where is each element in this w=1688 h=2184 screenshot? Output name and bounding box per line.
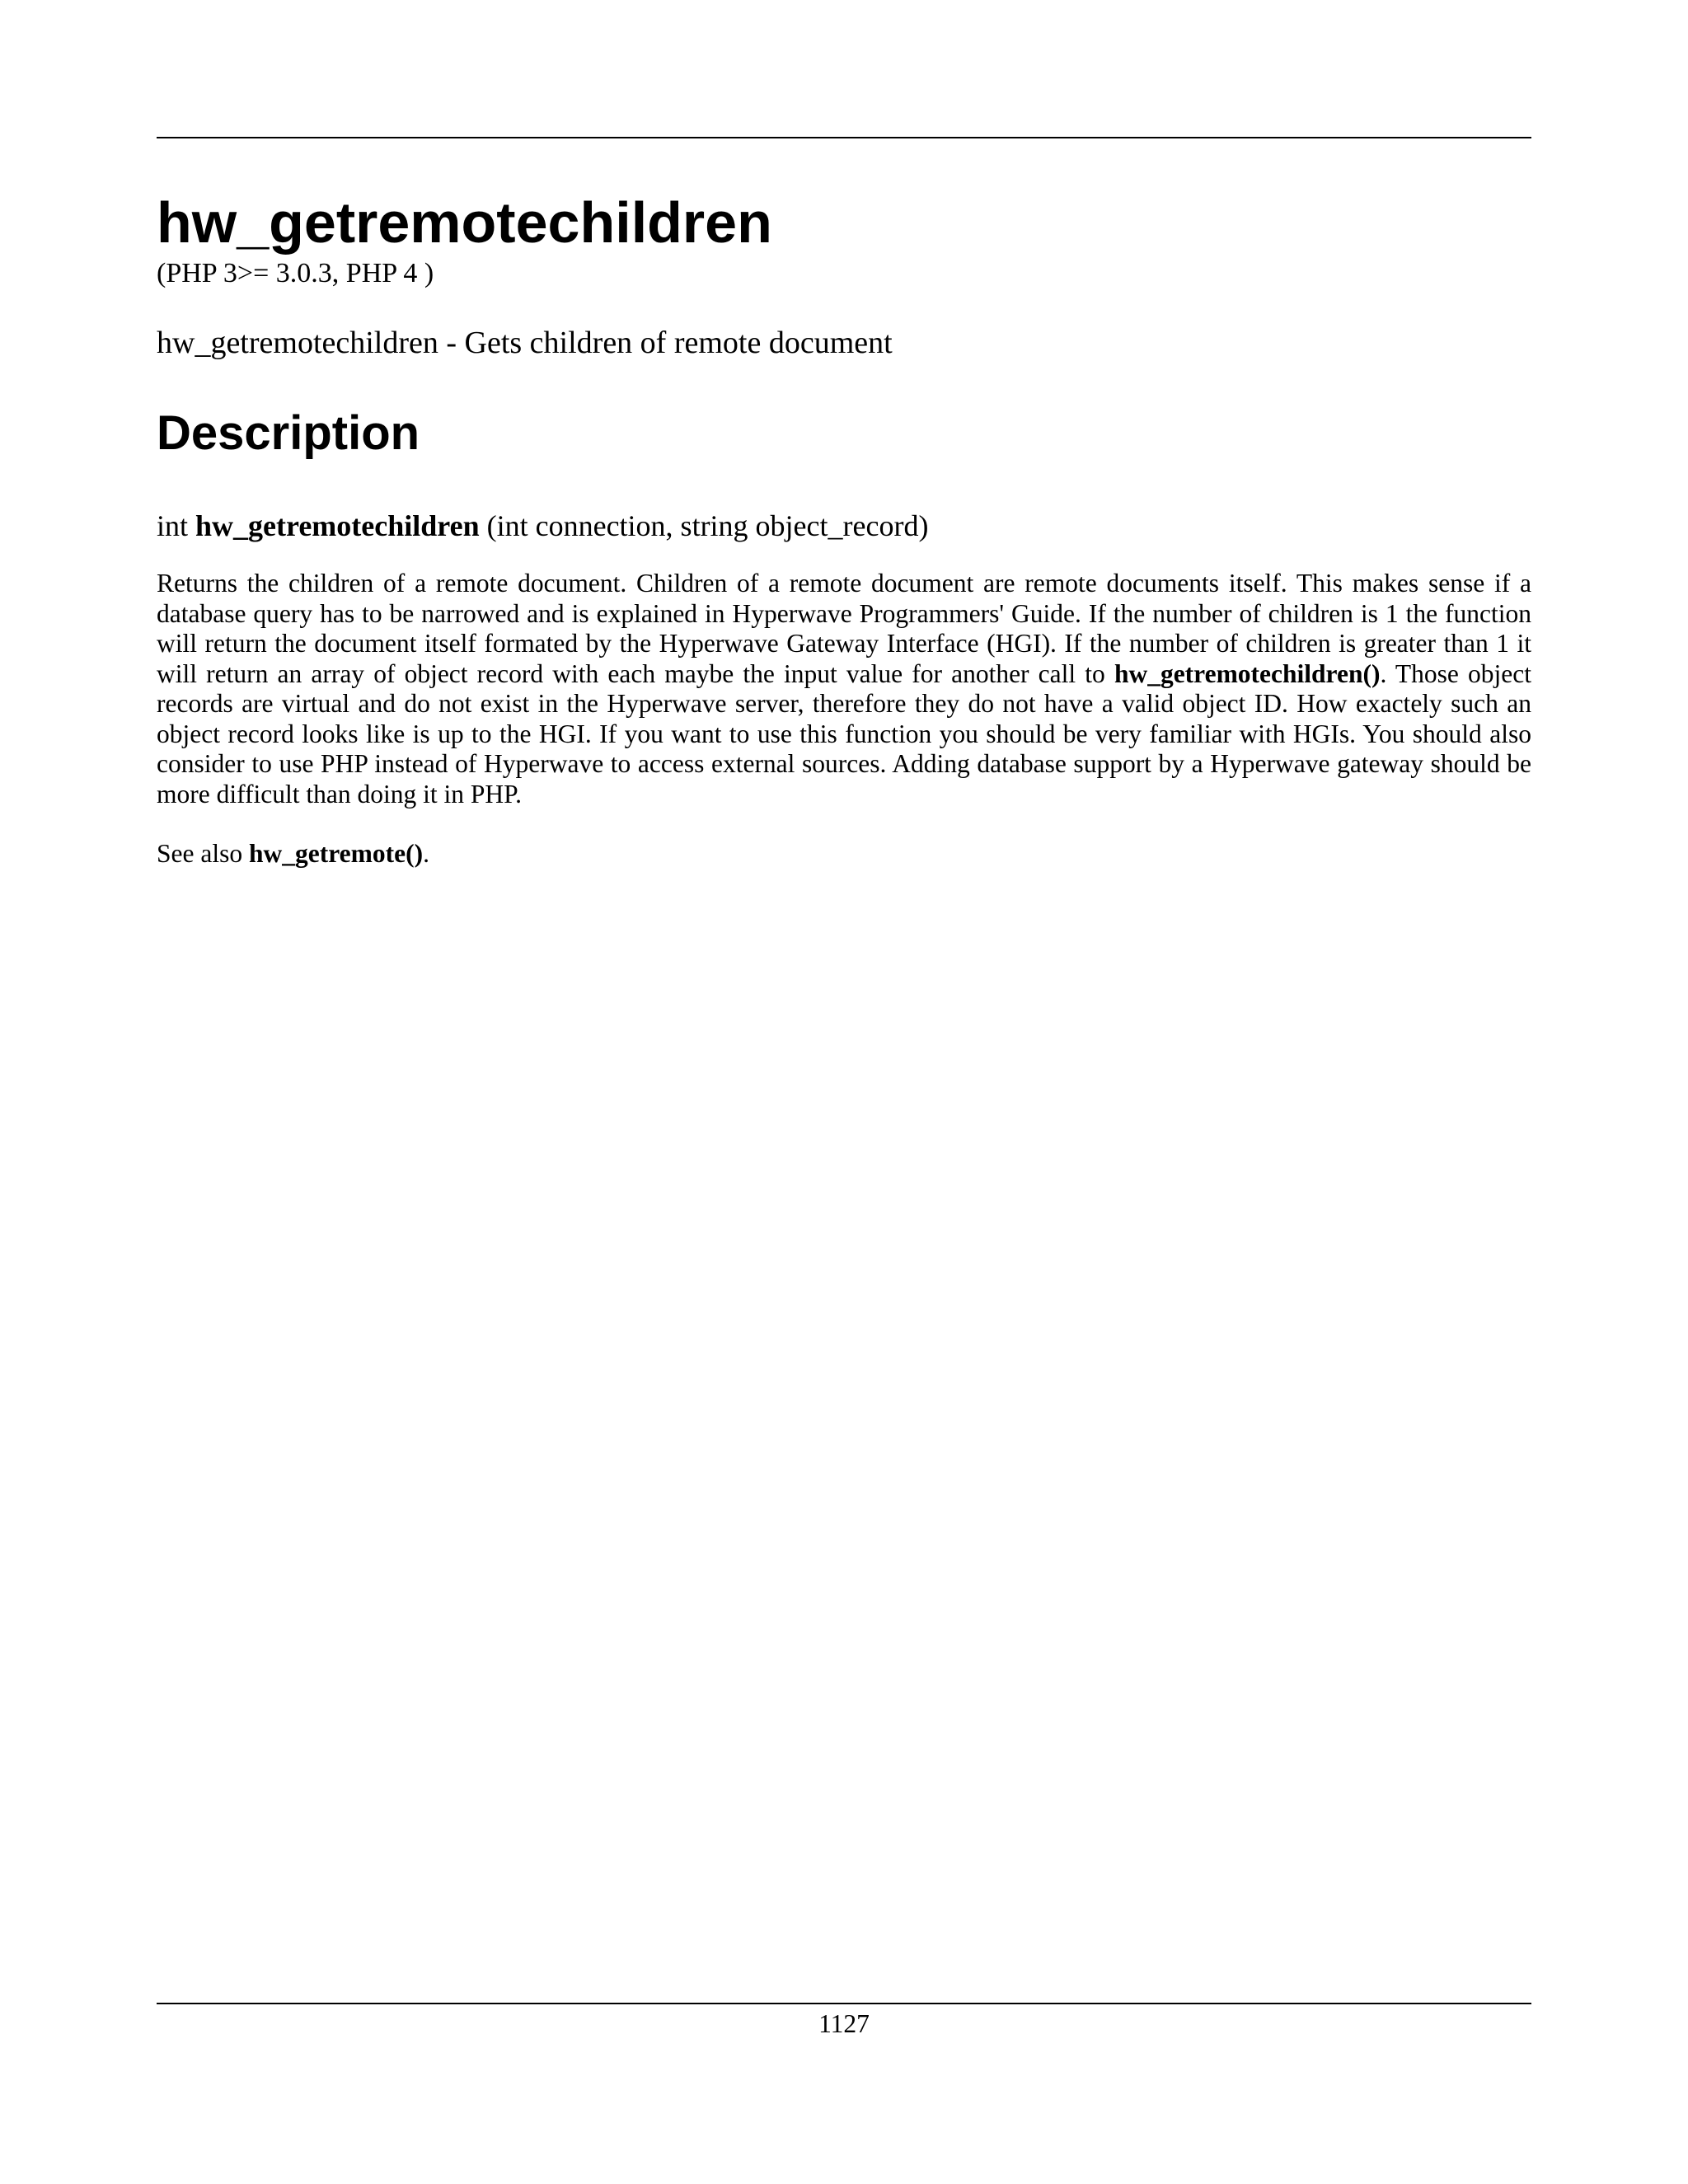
version-info: (PHP 3>= 3.0.3, PHP 4 ): [157, 258, 434, 288]
see-also-line: [157, 838, 429, 869]
see-also-suffix: .: [423, 839, 429, 868]
see-also-prefix: See also: [157, 839, 243, 868]
footer-rule: [157, 2003, 1531, 2004]
function-synopsis: [157, 507, 928, 545]
synopsis-function-name: hw_getremotechildren: [195, 509, 480, 542]
page-number: 1127: [818, 2009, 870, 2038]
description-text-part2: . Those object records are virtual and do not exist in the Hyperwave server, therefore they do not have a valid object ID. How exactely such an object record looks like is up to the HGI. If you want to use this function you should be very familiar with HGIs. You should also consider to use PHP instead of Hyperwave to access external sources. Adding database support by a Hyperwave gateway should be more difficult than doing it in PHP.: [157, 658, 1531, 808]
description-paragraph: [157, 569, 1531, 809]
synopsis-return-type: int: [157, 509, 189, 542]
synopsis-params: (int connection, string object_record): [486, 509, 929, 542]
description-text-part1: Returns the children of a remote document. Children of a remote document are remote documents itself. This makes sense if a database query has to be narrowed and is explained in Hyperwave Programmers' Guide. If the number of children is 1 the function will return the document itself formated by the Hyperwave Gateway Interface (HGI). If the number of children is greater than 1 it will return an array of object record with each maybe the input value for another call to: [157, 569, 1531, 688]
function-reference-link[interactable]: hw_getremotechildren(): [1114, 658, 1381, 688]
refname-line: hw_getremotechildren - Gets children of remote document: [157, 326, 893, 360]
page-title: hw_getremotechildren: [157, 190, 772, 255]
section-heading-description: Description: [157, 406, 420, 460]
see-also-link[interactable]: hw_getremote(): [248, 839, 424, 868]
header-rule: [157, 137, 1531, 138]
